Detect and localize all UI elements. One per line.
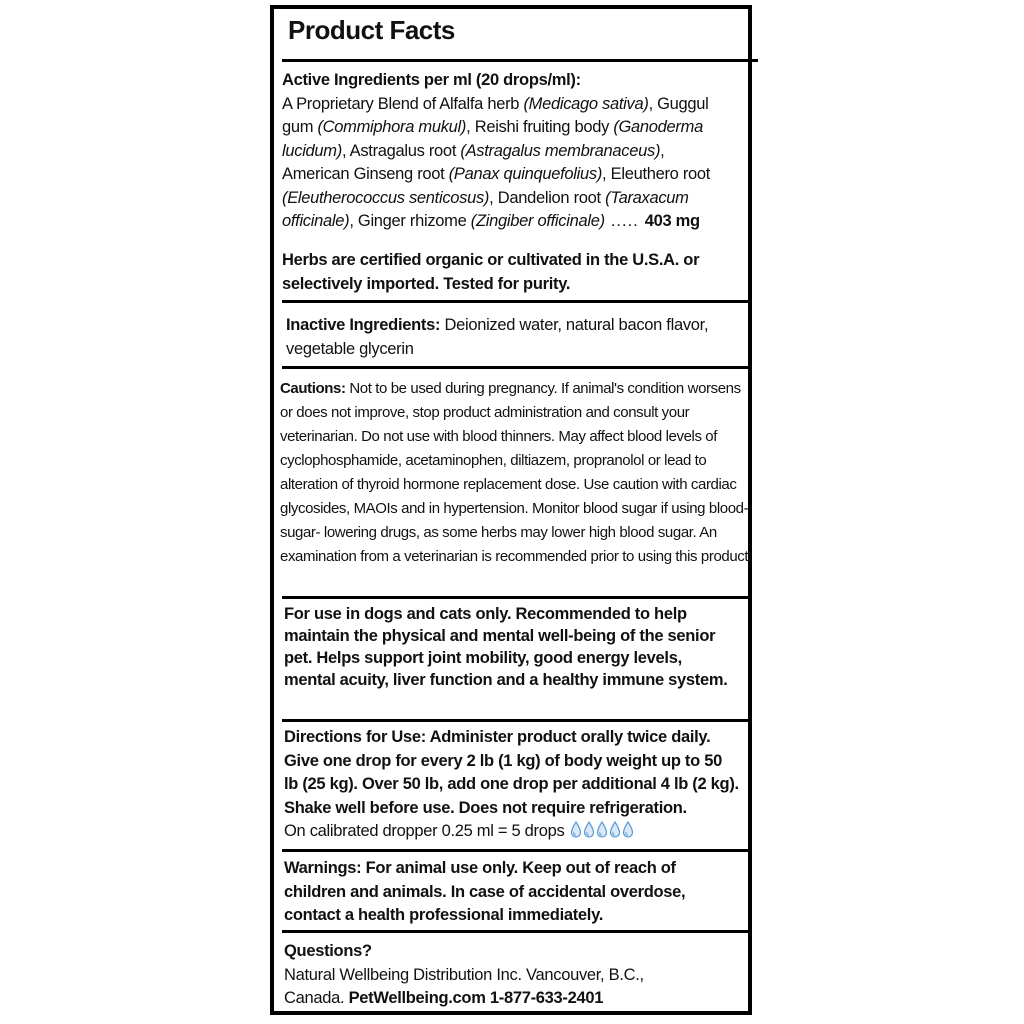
- divider: [282, 849, 748, 852]
- ingredient-separator: ,: [648, 94, 658, 113]
- website-link[interactable]: PetWellbeing.com: [348, 989, 486, 1007]
- warnings-text: For animal use only. Keep out of reach of children and animals. In case of accidental overdose, contact a health professional immediately.: [284, 859, 686, 924]
- ingredient-latin-name: (Taraxacum officinale): [282, 188, 689, 230]
- drops-row: [570, 821, 635, 847]
- inactive-text: Deionized water, natural bacon flavor, vegetable glycerin: [286, 316, 709, 358]
- cautions-text: Not to be used during pregnancy. If animal's condition worsens or does not improve, stop product administration and consult your veterinarian. Do not use with blood thinners. May affect blood levels of cyclophosphamide, acetaminophen, diltiazem, propranolol or lead to alteration of thyroid hormone replacement dose. Use caution with cardiac glycosides, MAOIs and in hypertension. Monitor blood sugar if using blood-sugar- lowering drugs, as some herbs may lower high blood sugar. An examination from a veterinarian is recommended prior to using this product.: [280, 380, 752, 565]
- ingredient-common-name: Eleuthero root: [610, 165, 711, 183]
- water-drop-icon: [583, 821, 595, 839]
- ingredient-latin-name: (Zingiber officinale): [470, 212, 605, 230]
- blend-intro: A Proprietary Blend of: [282, 94, 440, 113]
- ingredient-latin-name: (Medicago sativa): [523, 94, 649, 113]
- leader-dots: .....: [610, 212, 639, 230]
- warnings-section: [284, 857, 730, 928]
- ingredient-separator: ,: [341, 141, 350, 160]
- ingredient-latin-name: (Ganoderma lucidum): [282, 118, 703, 160]
- ingredient-list: [282, 93, 734, 234]
- directions-section: [284, 726, 740, 847]
- questions-label: Questions?: [284, 942, 372, 960]
- inactive-label: Inactive Ingredients:: [286, 316, 441, 334]
- ingredient-separator: ,: [466, 118, 475, 136]
- water-drop-icon: [570, 821, 582, 839]
- water-drop-icon: [609, 821, 621, 839]
- ingredient-latin-name: (Commiphora mukul): [317, 118, 467, 136]
- ingredient-separator: ,: [489, 188, 498, 207]
- ingredient-separator: ,: [660, 141, 665, 160]
- active-ingredients-section: [282, 69, 742, 234]
- active-ingredients-heading: Active Ingredients per ml (20 drops/ml):: [282, 71, 581, 89]
- divider: [282, 59, 758, 62]
- questions-line1: Natural Wellbeing Distribution Inc. Vancouver, B.C.,: [284, 965, 644, 984]
- ingredient-separator: ,: [602, 165, 611, 183]
- use-text: For use in dogs and cats only. Recommended to help maintain the physical and mental well-being of the senior pet. Helps support joint mobility, good energy levels, mental acuity, liver function and a healthy immune system.: [284, 605, 728, 689]
- ingredient-separator: ,: [349, 212, 358, 230]
- page-title: Product Facts: [288, 15, 455, 45]
- water-drop-icon: [596, 821, 608, 839]
- use-section: [284, 603, 734, 691]
- ingredient-common-name: Dandelion root: [497, 188, 606, 207]
- ingredient-common-name: Astragalus root: [349, 141, 461, 160]
- cautions-section: [280, 377, 756, 569]
- questions-country: Canada.: [284, 989, 349, 1007]
- organic-note: [282, 249, 734, 296]
- inactive-ingredients-section: [286, 314, 718, 361]
- warnings-label: Warnings:: [284, 859, 362, 877]
- divider: [282, 719, 748, 722]
- organic-note-text: Herbs are certified organic or cultivated in the U.S.A. or selectively imported. Tested for purity.: [282, 251, 700, 293]
- ingredient-latin-name: (Astragalus membranaceus): [460, 141, 661, 160]
- product-facts-panel: [270, 5, 752, 1015]
- water-drop-icon: [622, 821, 634, 839]
- ingredients: [282, 95, 710, 231]
- divider: [282, 366, 748, 369]
- ingredient-latin-name: (Panax quinquefolius): [448, 165, 603, 183]
- ingredient-common-name: Alfalfa herb: [439, 94, 524, 113]
- ingredient-common-name: Guggul gum: [282, 94, 709, 136]
- divider: [282, 930, 748, 933]
- ingredient-common-name: Reishi fruiting body: [474, 118, 614, 136]
- directions-text: Directions for Use: Administer product orally twice daily. Give one drop for every 2 lb (1 kg) of body weight up to 50 lb (25 kg). Over 50 lb, add one drop per additional 4 lb (2 kg). Shake well before use. Does not require refrigeration.: [284, 728, 739, 817]
- dropper-text: On calibrated dropper 0.25 ml = 5 drops: [284, 822, 565, 840]
- questions-section: [284, 940, 738, 1011]
- cautions-label: Cautions:: [280, 380, 346, 397]
- dropper-line: [284, 820, 740, 847]
- divider: [282, 596, 748, 599]
- phone-number[interactable]: 1-877-633-2401: [485, 989, 604, 1007]
- ingredient-common-name: Ginger rhizome: [357, 212, 471, 230]
- ingredient-amount: 403 mg: [644, 212, 700, 230]
- ingredient-common-name: American Ginseng root: [282, 165, 449, 183]
- divider: [282, 300, 748, 303]
- ingredient-latin-name: (Eleutherococcus senticosus): [282, 188, 490, 207]
